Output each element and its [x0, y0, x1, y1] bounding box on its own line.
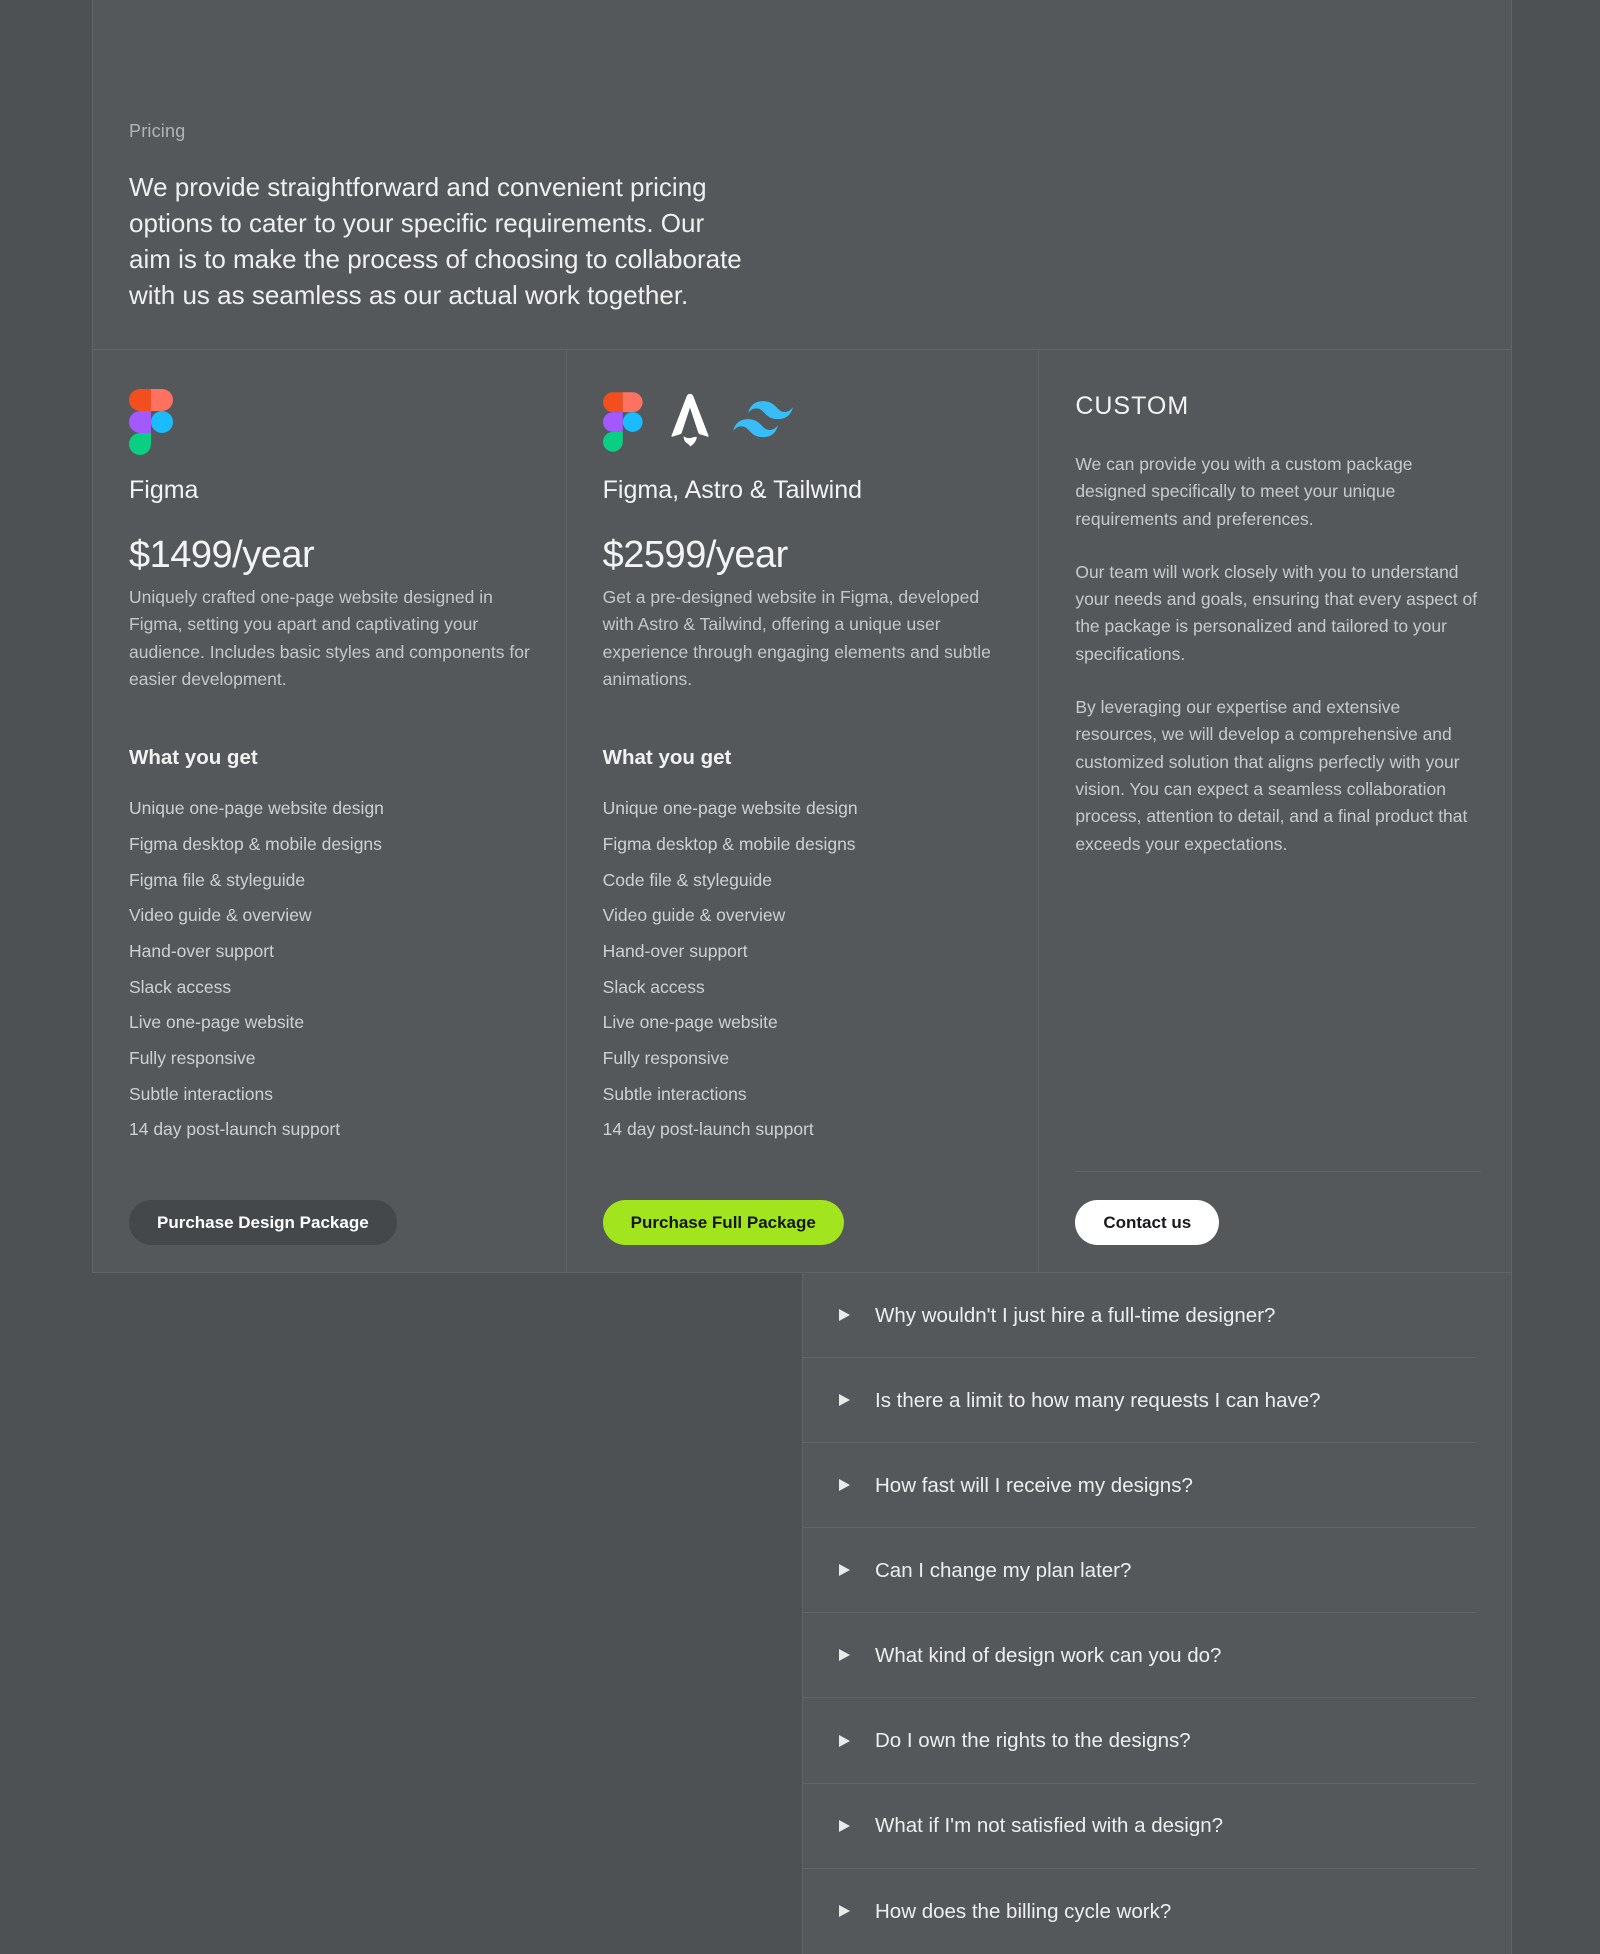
caret-right-icon [839, 1905, 850, 1917]
feature-item: 14 day post-launch support [602, 1119, 814, 1140]
pricing-header-section [92, 0, 1512, 350]
intro-line: aim is to make the process of choosing to collaborate [129, 244, 742, 274]
feature-item: Subtle interactions [602, 1083, 747, 1104]
custom-paragraph: Our team will work closely with you to understand your needs and goals, ensuring that every aspect of the package is personalized and tailored to your specifications. [1075, 561, 1478, 664]
caret-right-icon [839, 1735, 850, 1747]
card-logo-row [129, 389, 536, 455]
feature-item: Live one-page website [129, 1012, 305, 1033]
features-list [129, 797, 536, 1154]
card-logo-row [603, 389, 1009, 455]
faq-question-text: Can I change my plan later? [875, 1558, 1132, 1582]
faq-item[interactable] [803, 1443, 1476, 1528]
features-list [603, 797, 1009, 1154]
plan-price: $2599/year [602, 534, 788, 576]
faq-question-text: What kind of design work can you do? [875, 1643, 1222, 1667]
custom-description [1075, 451, 1481, 858]
faq-question-text: Why wouldn't I just hire a full-time designer? [875, 1303, 1276, 1327]
pricing-card-full-package [566, 350, 1039, 1272]
astro-logo-icon [669, 392, 711, 452]
feature-item: Video guide & overview [602, 905, 786, 926]
plan-description: Get a pre-designed website in Figma, developed with Astro & Tailwind, offering a unique user experience through engaging elements and subtle animations. [602, 587, 991, 689]
faq-item[interactable] [803, 1698, 1476, 1783]
section-intro [129, 169, 809, 313]
faq-question-text: Do I own the rights to the designs? [875, 1729, 1191, 1753]
faq-question-text: How does the billing cycle work? [875, 1899, 1172, 1923]
feature-item: Subtle interactions [129, 1083, 273, 1104]
caret-right-icon [839, 1649, 850, 1661]
features-heading: What you get [602, 746, 732, 770]
intro-line: We provide straightforward and convenient pricing [129, 172, 707, 202]
faq-section [802, 1273, 1512, 1954]
feature-item: Figma desktop & mobile designs [129, 833, 382, 854]
section-eyebrow: Pricing [129, 121, 186, 141]
faq-question-text: How fast will I receive my designs? [875, 1473, 1193, 1497]
card-footer [603, 1200, 1009, 1245]
caret-right-icon [839, 1564, 850, 1576]
plan-price: $1499/year [129, 534, 315, 576]
footer-divider [1075, 1171, 1481, 1172]
card-footer [129, 1200, 536, 1245]
feature-item: Figma desktop & mobile designs [602, 833, 856, 854]
feature-item: Slack access [129, 976, 232, 997]
contact-us-button[interactable]: Contact us [1075, 1200, 1219, 1245]
feature-item: Unique one-page website design [602, 798, 858, 819]
feature-item: Live one-page website [602, 1012, 778, 1033]
feature-item: Unique one-page website design [129, 798, 384, 819]
plan-title: Figma, Astro & Tailwind [602, 476, 863, 504]
feature-item: Hand-over support [602, 940, 748, 961]
plan-title: CUSTOM [1075, 392, 1190, 420]
caret-right-icon [839, 1309, 850, 1321]
caret-right-icon [839, 1394, 850, 1406]
faq-item[interactable] [803, 1528, 1476, 1613]
feature-item: Fully responsive [602, 1048, 730, 1068]
faq-item[interactable] [803, 1784, 1476, 1869]
faq-question-text: Is there a limit to how many requests I can have? [875, 1388, 1321, 1412]
purchase-full-package-button[interactable]: Purchase Full Package [603, 1200, 844, 1245]
feature-item: Fully responsive [129, 1048, 256, 1068]
caret-right-icon [839, 1479, 850, 1491]
plan-title: Figma [129, 476, 199, 504]
pricing-card-figma [93, 350, 566, 1272]
pricing-cards-section [92, 350, 1512, 1273]
intro-line: with us as seamless as our actual work together. [129, 280, 689, 310]
features-heading: What you get [129, 746, 258, 770]
faq-item[interactable] [803, 1273, 1476, 1358]
caret-right-icon [839, 1820, 850, 1832]
feature-item: Video guide & overview [129, 905, 312, 926]
custom-paragraph: We can provide you with a custom package designed specifically to meet your unique requirements and preferences. [1075, 454, 1413, 529]
feature-item: Hand-over support [129, 940, 274, 961]
feature-item: Figma file & styleguide [129, 869, 306, 890]
tailwind-logo-icon [733, 401, 793, 443]
pricing-card-custom [1038, 350, 1511, 1272]
figma-logo-icon [129, 389, 173, 455]
feature-item: Code file & styleguide [602, 869, 772, 890]
figma-logo-icon [603, 392, 643, 451]
purchase-design-package-button[interactable]: Purchase Design Package [129, 1200, 397, 1245]
feature-item: Slack access [602, 976, 705, 997]
custom-paragraph: By leveraging our expertise and extensive resources, we will develop a comprehensive and customized solution that aligns perfectly with your vision. You can expect a seamless collaboration process, attention to detail, and a final product that exceeds your expectations. [1075, 697, 1468, 854]
plan-description: Uniquely crafted one-page website designed in Figma, setting you apart and captivating your audience. Includes basic styles and components for easier development. [129, 587, 530, 689]
intro-line: options to cater to your specific requirements. Our [129, 208, 705, 238]
card-footer [1075, 1171, 1481, 1245]
faq-item[interactable] [803, 1358, 1476, 1443]
faq-question-text: What if I'm not satisfied with a design? [875, 1814, 1224, 1838]
faq-item[interactable] [803, 1869, 1476, 1954]
faq-item[interactable] [803, 1613, 1476, 1698]
feature-item: 14 day post-launch support [129, 1119, 341, 1140]
